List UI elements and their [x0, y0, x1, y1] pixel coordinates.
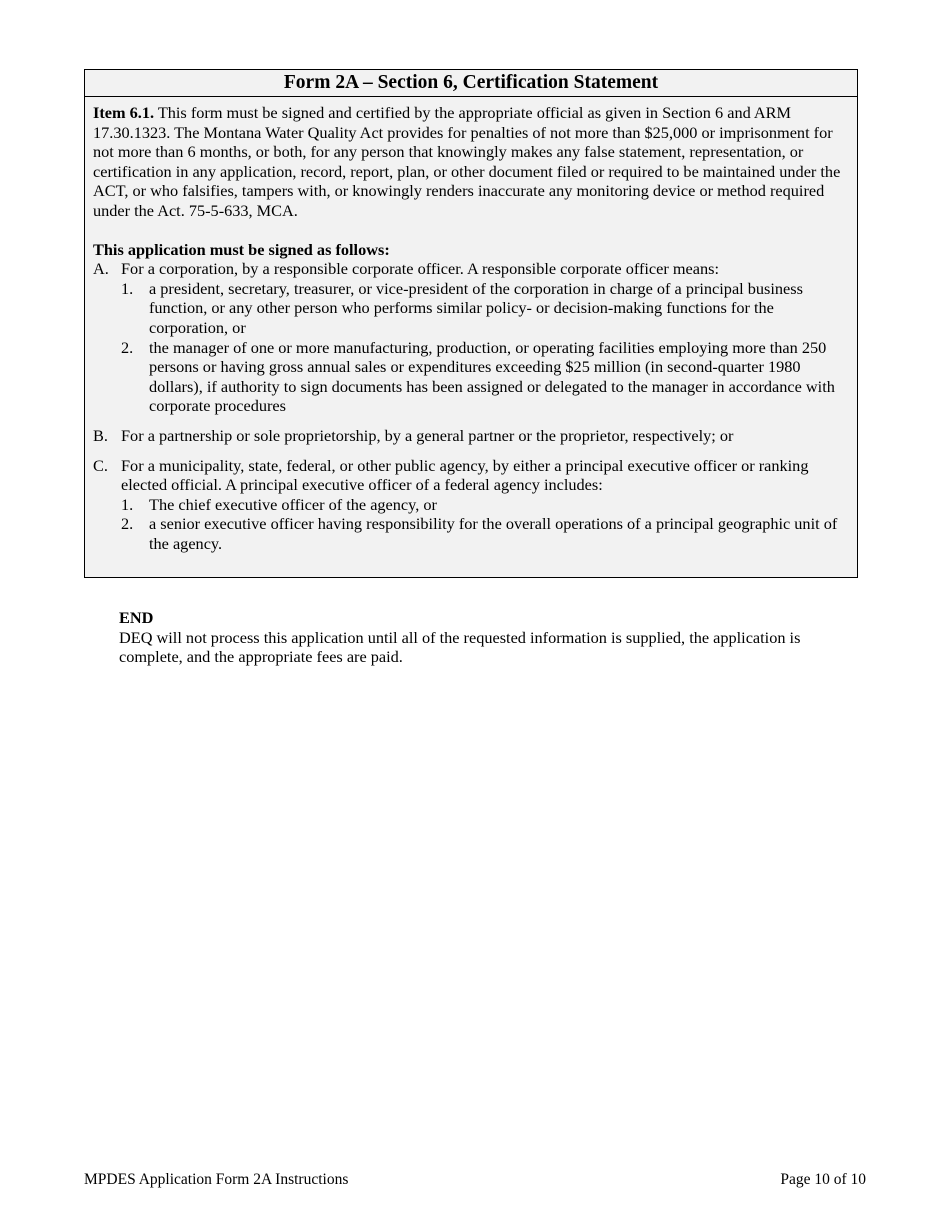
box-body: [85, 97, 857, 553]
list-text-a: For a corporation, by a responsible corporate officer. A responsible corporate officer means:: [121, 259, 719, 279]
list-text-b: For a partnership or sole proprietorship, by a general partner or the proprietor, respectively; or: [121, 425, 734, 445]
end-section: [119, 608, 849, 667]
list-item: [121, 514, 849, 553]
federal-officer-list: [121, 495, 849, 554]
footer-page-number: Page 10 of 10: [780, 1171, 866, 1188]
item-label: Item 6.1.: [93, 103, 155, 122]
footer-document-title: MPDES Application Form 2A Instructions: [84, 1171, 349, 1188]
section-title: Form 2A – Section 6, Certification Statement: [85, 70, 857, 97]
list-number: 2.: [121, 514, 134, 534]
corporate-officer-list: [121, 279, 849, 416]
end-title: END: [119, 608, 154, 627]
item-text: This form must be signed and certified by the appropriate official as given in Section 6 and ARM 17.30.1323. The Montana Water Quality Act provides for penalties of not more than $25,000 or imprisonment for not more than 6 months, or both, for any person that knowingly makes any false statement, representation, or certification in any application, record, report, plan, or other document filed or required to be maintained under the ACT, or who falsifies, tampers with, or knowingly renders inaccurate any monitoring device or method required under the Act. 75-5-633, MCA.: [93, 103, 841, 220]
end-text: DEQ will not process this application until all of the requested information is supplied, the application is complete, and the appropriate fees are paid.: [119, 627, 801, 667]
list-item-a: [93, 259, 849, 279]
list-text-c: For a municipality, state, federal, or other public agency, by either a principal executive officer or ranking elected official. A principal executive officer of a federal agency includes:: [121, 455, 809, 495]
signed-heading: This application must be signed as follows:: [93, 239, 390, 259]
certification-statement-box: [84, 69, 858, 578]
list-item-c: [93, 456, 849, 495]
list-text: the manager of one or more manufacturing, production, or operating facilities employing more than 250 persons or having gross annual sales or expenditures exceeding $25 million (in second-quarter 1980 dollars), if authority to sign documents has been assigned or delegated to the manager in accordance with corporate procedures: [149, 337, 835, 416]
list-item: [121, 279, 849, 338]
list-label-b: B.: [93, 425, 108, 445]
list-text: The chief executive officer of the agency, or: [149, 494, 437, 514]
list-label-a: A.: [93, 259, 109, 279]
list-item: [121, 338, 849, 416]
item-6-1-paragraph: [93, 103, 849, 221]
list-number: 2.: [121, 337, 134, 357]
list-label-c: C.: [93, 455, 108, 475]
list-text: a president, secretary, treasurer, or vice-president of the corporation in charge of a principal business function, or any other person who performs similar policy- or decision-making functions for the corporation, or: [149, 278, 803, 337]
list-item-b: [93, 426, 849, 446]
list-text: a senior executive officer having responsibility for the overall operations of a principal geographic unit of the agency.: [149, 514, 838, 553]
list-number: 1.: [121, 278, 134, 298]
list-item: [121, 495, 849, 515]
list-number: 1.: [121, 494, 134, 514]
